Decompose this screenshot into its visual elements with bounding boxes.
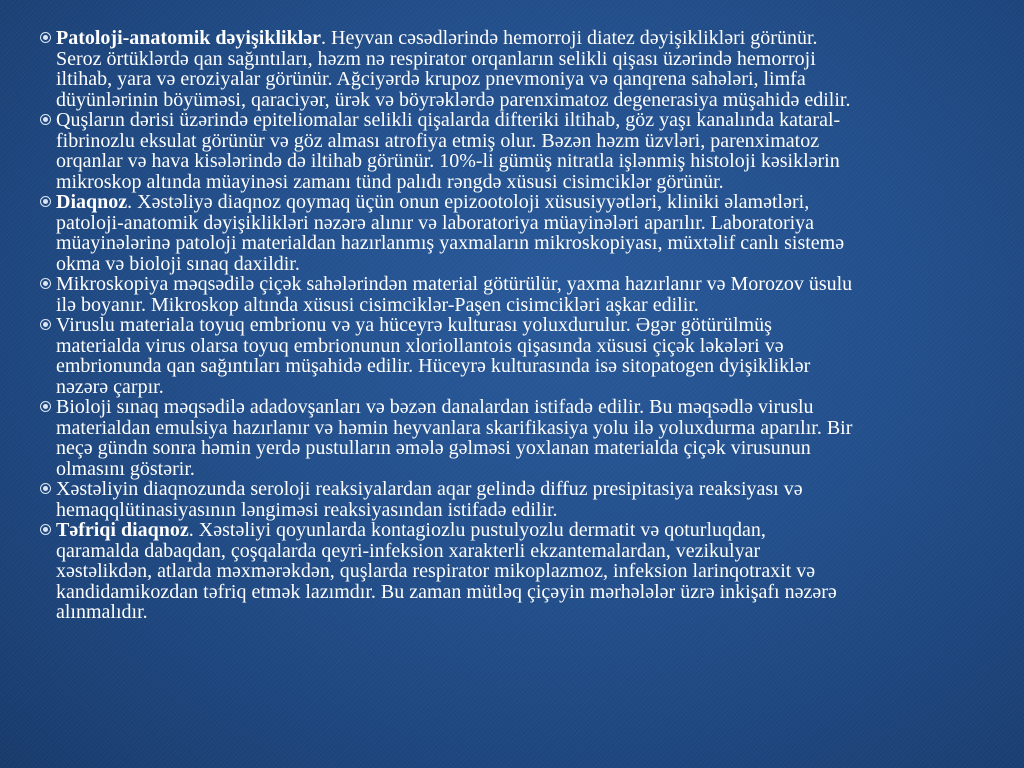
bullet-line: okma və bioloji sınaq daxildir. xyxy=(56,252,300,275)
bullet-line: Viruslu materiala toyuq embrionu və ya hüceyrə kulturası yoluxdurulur. Əgər götürülmüş xyxy=(56,314,772,336)
bullet-item xyxy=(0,397,1010,479)
bullet-line: mikroskop altında müayinəsi zamanı tünd palıdı rəngdə xüsusi cisimciklər görünür. xyxy=(56,170,724,193)
bullet-line: müayinələrinə patoloji materialdan hazırlanmış yaxmaların mikroskopiyası, müxtəlif canlı sistemə xyxy=(56,232,845,254)
bullet-line: Bioloji sınaq məqsədilə adadovşanları və bəzən danalardan istifadə edilir. Bu məqsədlə viruslu xyxy=(56,396,814,418)
circle-dot-icon xyxy=(40,319,51,330)
bullet-line xyxy=(56,28,1010,49)
bullet-list xyxy=(0,28,1010,623)
bullet-item xyxy=(0,520,1010,623)
bullet-line: materialda virus olarsa toyuq embrionunun xloriollantois qişasında xüsusi çiçək ləkələri və xyxy=(56,334,784,357)
bullet-item xyxy=(0,28,1010,110)
bullet-item xyxy=(0,315,1010,397)
bullet-line: kandidamikozdan təfriq etmək lazımdır. Bu zaman mütləq çiçəyin mərhələlər üzrə inkişafı nəzərə xyxy=(56,580,837,603)
circle-dot-icon xyxy=(40,278,51,289)
bullet-line: düyünlərinin böyüməsi, qaraciyər, ürək və böyrəklərdə parenximatoz degenerasiya müşahidə edilir. xyxy=(56,88,851,111)
bullet-line: Xəstəliyin diaqnozunda seroloji reaksiyalardan aqar gelində diffuz presipitasiya reaksiyası və xyxy=(56,478,803,500)
bullet-line xyxy=(56,192,1010,213)
bullet-line: neçə gündn sonra həmin yerdə pustulların əmələ gəlməsi yoxlanan materialda çiçək virusunun xyxy=(56,437,811,459)
bullet-heading: Diaqnoz xyxy=(56,191,128,213)
bullet-heading: Patoloji-anatomik dəyişikliklər xyxy=(56,27,321,49)
bullet-item xyxy=(0,110,1010,192)
circle-dot-icon xyxy=(40,401,51,412)
bullet-line: Mikroskopiya məqsədilə çiçək sahələrindən material götürülür, yaxma hazırlanır və Morozov üsulu xyxy=(56,273,853,295)
circle-dot-icon xyxy=(40,483,51,494)
bullet-line: olmasını göstərir. xyxy=(56,457,195,480)
bullet-line xyxy=(56,520,1010,541)
bullet-line: Seroz örtüklərdə qan sağıntıları, həzm nə respirator orqanların selikli qişası üzərində hemorroji xyxy=(56,47,816,70)
bullet-item xyxy=(0,192,1010,274)
bullet-line: embrionunda qan sağıntıları müşahidə edilir. Hüceyrə kulturasında isə sitopatogen dyişikliklər xyxy=(56,355,811,377)
circle-dot-icon xyxy=(40,524,51,535)
bullet-text: . Xəstəliyi qoyunlarda kontagiozlu pustulyozlu dermatit və qoturluqdan, xyxy=(188,519,766,541)
bullet-line: orqanlar və hava kisələrində də iltihab görünür. 10%-li gümüş nitratla işlənmiş histoloji kəsiklərin xyxy=(56,150,840,172)
circle-dot-icon xyxy=(40,196,51,207)
circle-dot-icon xyxy=(40,32,51,43)
bullet-line: hemaqqlütinasiyasının ləngiməsi reaksiyasından istifadə edilir. xyxy=(56,498,558,521)
bullet-line: patoloji-anatomik dəyişiklikləri nəzərə alınır və laboratoriya müayinələri aparılır. Laboratoriya xyxy=(56,211,815,234)
circle-dot-icon xyxy=(40,114,51,125)
bullet-line: fibrinozlu eksulat görünür və göz alması atrofiya etmiş olur. Bəzən həzm üzvləri, parenximatoz xyxy=(56,129,820,152)
bullet-line: iltihab, yara və eroziyalar görünür. Ağciyərdə krupoz pnevmoniya və qanqrena sahələri, limfa xyxy=(56,68,806,90)
bullet-line: qaramalda dabaqdan, çoşqalarda qeyri-infeksion xarakterli ekzantemalardan, vezikulyar xyxy=(56,539,761,562)
bullet-line: nəzərə çarpır. xyxy=(56,375,164,398)
bullet-line: Quşların dərisi üzərində epiteliomalar selikli qişalarda difteriki iltihab, göz yaşı kanalında kataral- xyxy=(56,109,841,131)
bullet-line: xəstəlikdən, atlarda məxmərəkdən, quşlarda respirator mikoplazmoz, infeksion larinqotraxit və xyxy=(56,560,816,582)
bullet-line: alınmalıdır. xyxy=(56,601,148,623)
bullet-line: materialdan emulsiya hazırlanır və həmin heyvanlara skarifikasiya yolu ilə yoluxdurma aparılır. Bir xyxy=(56,416,853,439)
bullet-item xyxy=(0,274,1010,315)
bullet-heading: Təfriqi diaqnoz xyxy=(56,519,189,541)
bullet-item xyxy=(0,479,1010,520)
bullet-text: . Xəstəliyə diaqnoz qoymaq üçün onun epizootoloji xüsusiyyətləri, kliniki əlamətləri, xyxy=(127,191,810,213)
bullet-text: . Heyvan cəsədlərində hemorroji diatez dəyişiklikləri görünür. xyxy=(321,27,818,49)
bullet-line: ilə boyanır. Mikroskop altında xüsusi cisimciklər-Paşen cisimcikləri aşkar edilir. xyxy=(56,293,699,316)
